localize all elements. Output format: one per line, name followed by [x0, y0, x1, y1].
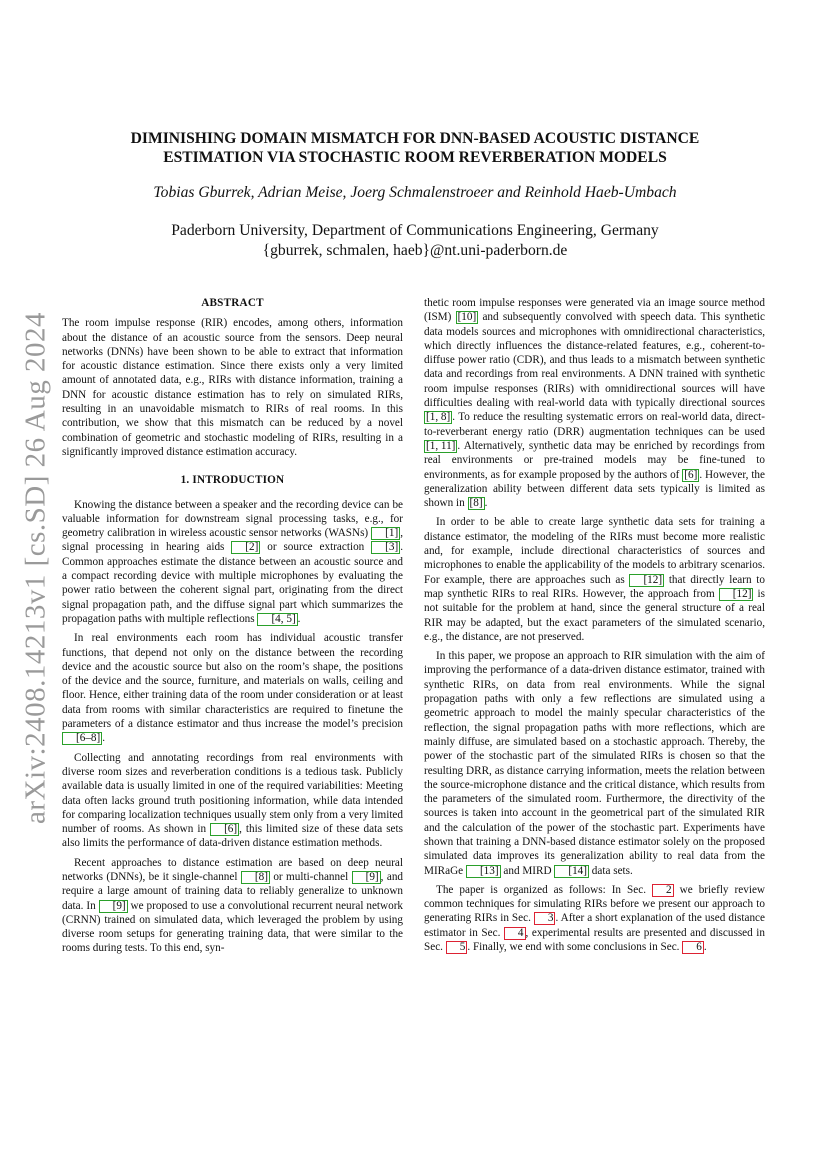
text-run: .: [297, 612, 301, 625]
citation-link[interactable]: [8]: [241, 871, 270, 884]
left-column: [62, 296, 403, 961]
text-run: , experimental results are presented and discussed in Sec.: [424, 926, 765, 954]
text-run: . After a short explanation of the used distance estimator in Sec.: [424, 912, 765, 939]
text-run: . To reduce the resulting systematic errors on real-world data, direct-to-reverberant energy ratio (DRR) augmentation techniques can be used: [424, 411, 765, 438]
citation-link[interactable]: [2]: [231, 541, 260, 554]
text-run: that directly learn to map synthetic RIRs to real RIRs. However, the approach from: [424, 573, 765, 600]
citation-link[interactable]: [12]: [719, 588, 754, 601]
email-addresses: {gburrek, schmalen, haeb}@nt.uni-paderborn.de: [262, 242, 568, 259]
right-paragraph-1: [424, 296, 765, 510]
citation-link[interactable]: [14]: [554, 865, 589, 878]
text-run: In real environments each room has individual acoustic transfer functions, that depend not only on the distance between the recording device and the acoustic source but also on the room’s shape, the positions of the device and the source, furniture, and materials on walls, ceiling and floor. Hence, either training data of the room under consideration or at least data from rooms with similar characteristics are required to finetune the parameters of a distance estimator and thus increase the model’s precision: [62, 632, 403, 731]
introduction-heading: 1. INTRODUCTION: [180, 474, 285, 487]
citation-link[interactable]: [12]: [629, 574, 664, 587]
right-paragraph-4: [424, 883, 765, 954]
citation-link[interactable]: [6]: [684, 468, 698, 481]
arxiv-sidebar: [0, 0, 70, 1172]
right-paragraph-3: [424, 649, 765, 878]
text-run: .: [703, 941, 707, 954]
citation-link[interactable]: [9]: [99, 900, 128, 913]
text-run: thetic room impulse responses were generated via an image source method (ISM): [424, 297, 765, 324]
citation-link[interactable]: [1]: [371, 527, 400, 540]
intro-paragraph-2: [62, 631, 403, 745]
text-run: Recent approaches to distance estimation are based on deep neural networks (DNNs), be it single-channel: [62, 856, 403, 883]
text-run: and subsequently convolved with speech data. This synthetic data models sources and microphones with omnidirectional characteristics, which directly influences the distance-related features, e.g., coherent-to-diffuse power ratio (CDR), and thus leads to a mismatch between synthetic data and recordings from real environments. A DNN trained with synthetic room impulse responses (RIRs) with omnidirectional sources will have difficulties dealing with real-world data with typically directional sources: [424, 311, 765, 410]
text-run: data sets.: [589, 864, 633, 877]
section-link[interactable]: 2: [652, 884, 674, 897]
text-run: .: [484, 497, 488, 510]
affiliation-block: [90, 221, 740, 261]
text-run: Collecting and annotating recordings from real environments with diverse room sizes and reverberation conditions is a tedious task. Publicly available data is usually limited in one of the required variabilities: Meeting data often lacks ground truth positioning information, while data intended for comparing localization techniques usually stem only from a very limited number of rooms. As shown in: [62, 751, 403, 836]
abstract-text: The room impulse response (RIR) encodes, among others, information about the distance of an acoustic source from the sensors. Deep neural networks (DNNs) have been shown to be able to extract that information for acoustic distance estimation. Since there exists only a very limited amount of annotated data, e.g., RIRs with distance information, training a DNN for acoustic distance estimation has to rely on simulated RIRs, resulting in an unavoidable mismatch to RIRs of real rooms. In this contribution, we show that this mismatch can be reduced by a novel combination of geometric and stochastic modeling of RIRs, resulting in a significantly improved distance estimation accuracy.: [62, 317, 403, 458]
right-column: [424, 296, 765, 959]
text-run: we briefly review common techniques for simulating RIRs before we present our approach to generating RIRs in Sec.: [424, 883, 765, 925]
citation-link[interactable]: [6]: [210, 823, 239, 836]
citation-link[interactable]: [4, 5]: [257, 613, 297, 626]
text-run: is not suitable for the problem at hand, since the general structure of a real RIR may be adapted, but the exact parameters of the simulated scenario, e.g., the distance, are not preserved.: [424, 587, 765, 643]
citation-link[interactable]: [1, 8]: [426, 411, 451, 424]
right-paragraph-2: [424, 515, 765, 644]
intro-paragraph-4: [62, 856, 403, 956]
text-run: . Alternatively, synthetic data may be enriched by recordings from real environments or pre-trained models may be fine-tuned to environments, as for example proposed by the authors of: [424, 439, 765, 481]
text-run: . However, the generalization ability between different data sets typically is limited as shown in: [424, 468, 765, 510]
text-run: and MIRD: [500, 864, 555, 877]
citation-link[interactable]: [9]: [352, 871, 381, 884]
text-run: or multi-channel: [269, 870, 352, 883]
text-run: . Finally, we end with some conclusions in Sec.: [467, 941, 683, 954]
citation-link[interactable]: [1, 11]: [426, 439, 456, 452]
text-run: .: [102, 732, 106, 745]
text-run: or source extraction: [260, 541, 372, 554]
text-run: The paper is organized as follows: In Sec.: [436, 883, 653, 896]
section-link[interactable]: 3: [534, 912, 556, 925]
citation-link[interactable]: [6–8]: [62, 732, 102, 745]
section-link[interactable]: 5: [446, 941, 468, 954]
intro-paragraph-1: [62, 498, 403, 627]
text-run: we proposed to use a convolutional recurrent neural network (CRNN) trained on simulated data, which leveraged the problem by using diverse room setups for generating training data, that were similar to the rooms during tests. To this end, syn-: [62, 899, 404, 955]
author-list: Tobias Gburrek, Adrian Meise, Joerg Schmalenstroeer and Reinhold Haeb-Umbach: [153, 184, 677, 201]
text-run: , and require a large amount of training data to reliably generalize to unknown data. In: [62, 870, 404, 912]
text-run: In this paper, we propose an approach to RIR simulation with the aim of improving the performance of a data-driven distance estimator, trained with synthetic RIRs, on data from real environments. While the signal propagation paths with only a few reflections are simulated using a geometric approach to model the mainly specular characteristics of the reflection, the signal propagation paths with more reflections, which are mainly diffuse, are simulated based on a stochastic approach. Thereby, the power of the stochastic part of the simulated RIRs is chosen so that the resulting DRR, as distance carrying information, meets the relation between the source-microphone distance and the critical distance, which results from the parameters of the simulated room. Furthermore, the directivity of the sources is taken into account in the geometrical part of the simulated RIR and the calculation of the power of the stochastic part. Experiments have shown that training a DNN-based distance estimator solely on the proposed simulated data improves its generalization ability to real data from the MIRaGe: [424, 650, 765, 877]
text-run: In order to be able to create large synthetic data sets for training a distance estimator, the modeling of the RIRs must become more realistic and, for example, include directional characteristics of sources and microphones to enable the applicability of the models to arbitrary scenarios. For example, there are approaches such as: [424, 516, 765, 586]
text-run: , this limited size of these data sets also limits the performance of data-driven distance estimation methods.: [62, 823, 403, 850]
paper-title: [90, 129, 740, 167]
text-run: Knowing the distance between a speaker and the recording device can be valuable information for downstream signal processing tasks, e.g., for geometry calibration in wireless acoustic sensor networks (WASNs): [62, 498, 403, 540]
citation-link[interactable]: [3]: [371, 541, 400, 554]
citation-link[interactable]: [10]: [457, 311, 477, 324]
arxiv-identifier: arXiv:2408.14213v1 [cs.SD] 26 Aug 2024: [19, 312, 52, 824]
text-run: , signal processing in hearing aids: [62, 527, 403, 554]
affiliation: Paderborn University, Department of Communications Engineering, Germany: [171, 222, 659, 239]
intro-paragraph-3: [62, 751, 403, 851]
abstract-heading: ABSTRACT: [201, 297, 264, 309]
title-line-2: ESTIMATION VIA STOCHASTIC ROOM REVERBERATION MODELS: [163, 149, 667, 166]
section-link[interactable]: 6: [682, 941, 704, 954]
citation-link[interactable]: [13]: [466, 865, 501, 878]
title-line-1: DIMINISHING DOMAIN MISMATCH FOR DNN-BASED ACOUSTIC DISTANCE: [130, 130, 700, 147]
citation-link[interactable]: [8]: [469, 497, 483, 510]
text-run: . Common approaches estimate the distance between an acoustic source and a compact recording device with multiple microphones by evaluating the power ratio between the coherent signal part, originating from the direct signal propagation path, and the diffuse signal part which summarizes the propagation paths with multiple reflections: [62, 541, 403, 625]
section-link[interactable]: 4: [504, 927, 526, 940]
